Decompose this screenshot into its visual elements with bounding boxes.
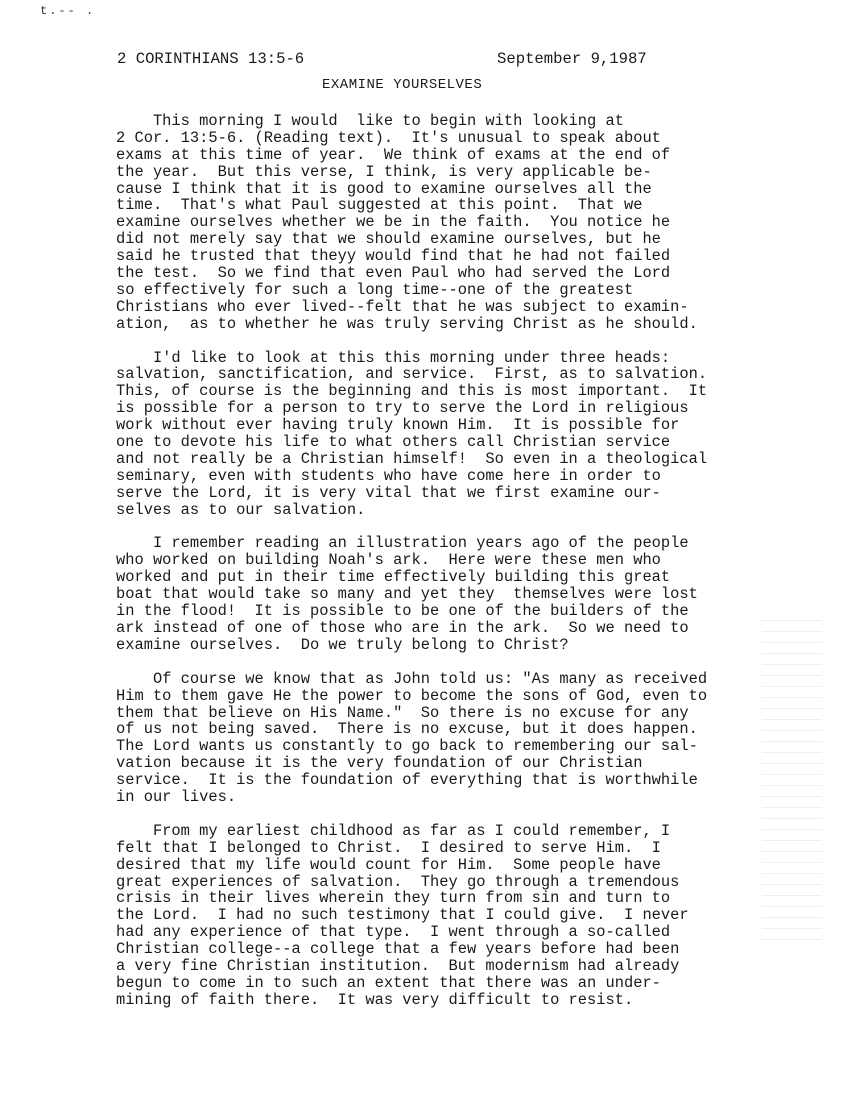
- text-line: said he trusted that theyy would find that he had not failed: [116, 247, 671, 266]
- text-line: This morning I would like to begin with looking at: [116, 112, 624, 130]
- text-line: is possible for a person to try to serve the Lord in religious: [116, 399, 689, 418]
- text-line: vation because it is the very foundation of our Christian: [116, 754, 643, 773]
- paragraph: [116, 823, 816, 1009]
- text-line: crisis in their lives wherein they turn from sin and turn to: [116, 889, 671, 908]
- text-line: Of course we know that as John told us: "As many as received: [116, 669, 708, 688]
- text-line: Him to them gave He the power to become the sons of God, even to: [116, 686, 708, 705]
- text-line: service. It is the foundation of everything that is worthwhile: [116, 771, 698, 790]
- text-line: examine ourselves. Do we truly belong to Christ?: [116, 635, 569, 654]
- text-line: From my earliest childhood as far as I could remember, I: [116, 821, 671, 840]
- text-line: great experiences of salvation. They go through a tremendous: [116, 872, 680, 891]
- text-line: the test. So we find that even Paul who had served the Lord: [116, 264, 671, 283]
- corner-mark: t.-- .: [40, 4, 96, 18]
- text-line: of us not being saved. There is no excuse, but it does happen.: [116, 720, 698, 739]
- text-line: time. That's what Paul suggested at this point. That we: [116, 196, 643, 215]
- text-line: had any experience of that type. I went through a so-called: [116, 923, 671, 942]
- paragraph: [116, 671, 816, 806]
- text-line: boat that would take so many and yet they themselves were lost: [116, 585, 698, 604]
- text-line: in the flood! It is possible to be one of the builders of the: [116, 602, 689, 621]
- text-line: worked and put in their time effectively building this great: [116, 568, 671, 587]
- text-line: exams at this time of year. We think of exams at the end of: [116, 145, 671, 164]
- bleed-through-marks: [762, 620, 822, 940]
- text-line: Christian college--a college that a few years before had been: [116, 940, 680, 959]
- sermon-body: [116, 113, 816, 1026]
- text-line: felt that I belonged to Christ. I desired to serve Him. I: [116, 838, 661, 857]
- text-line: so effectively for such a long time--one of the greatest: [116, 280, 634, 299]
- text-line: mining of faith there. It was very difficult to resist.: [116, 990, 634, 1009]
- text-line: 2 Cor. 13:5-6. (Reading text). It's unusual to speak about: [116, 128, 661, 147]
- text-line: the Lord. I had no such testimony that I could give. I never: [116, 906, 689, 925]
- sermon-title: EXAMINE YOURSELVES: [322, 77, 483, 93]
- sermon-date: September 9,1987: [497, 50, 647, 68]
- text-line: I'd like to look at this this morning under three heads:: [116, 348, 671, 367]
- text-line: serve the Lord, it is very vital that we first examine our-: [116, 483, 661, 502]
- text-line: seminary, even with students who have come here in order to: [116, 466, 661, 485]
- text-line: I remember reading an illustration years ago of the people: [116, 534, 689, 553]
- text-line: This, of course is the beginning and this is most important. It: [116, 382, 708, 401]
- text-line: work without ever having truly known Him. It is possible for: [116, 416, 680, 435]
- text-line: in our lives.: [116, 787, 237, 806]
- text-line: the year. But this verse, I think, is very applicable be-: [116, 162, 652, 181]
- text-line: and not really be a Christian himself! So even in a theological: [116, 449, 708, 468]
- text-line: examine ourselves whether we be in the faith. You notice he: [116, 213, 671, 232]
- text-line: did not merely say that we should examine ourselves, but he: [116, 230, 661, 249]
- text-line: one to devote his life to what others call Christian service: [116, 433, 671, 452]
- text-line: selves as to our salvation.: [116, 500, 366, 519]
- paragraph: [116, 350, 816, 519]
- paragraph: [116, 535, 816, 653]
- text-line: ation, as to whether he was truly serving Christ as he should.: [116, 314, 698, 333]
- text-line: cause I think that it is good to examine ourselves all the: [116, 179, 652, 198]
- text-line: Christians who ever lived--felt that he was subject to examin-: [116, 297, 689, 316]
- text-line: a very fine Christian institution. But modernism had already: [116, 956, 680, 975]
- text-line: The Lord wants us constantly to go back to remembering our sal-: [116, 737, 698, 756]
- text-line: begun to come in to such an extent that there was an under-: [116, 973, 661, 992]
- text-line: desired that my life would count for Him. Some people have: [116, 855, 661, 874]
- text-line: who worked on building Noah's ark. Here were these men who: [116, 551, 661, 570]
- scripture-reference: 2 CORINTHIANS 13:5-6: [117, 50, 305, 68]
- text-line: salvation, sanctification, and service. First, as to salvation.: [116, 365, 708, 384]
- text-line: ark instead of one of those who are in the ark. So we need to: [116, 618, 689, 637]
- text-line: them that believe on His Name." So there is no excuse for any: [116, 703, 689, 722]
- paragraph: [116, 113, 816, 333]
